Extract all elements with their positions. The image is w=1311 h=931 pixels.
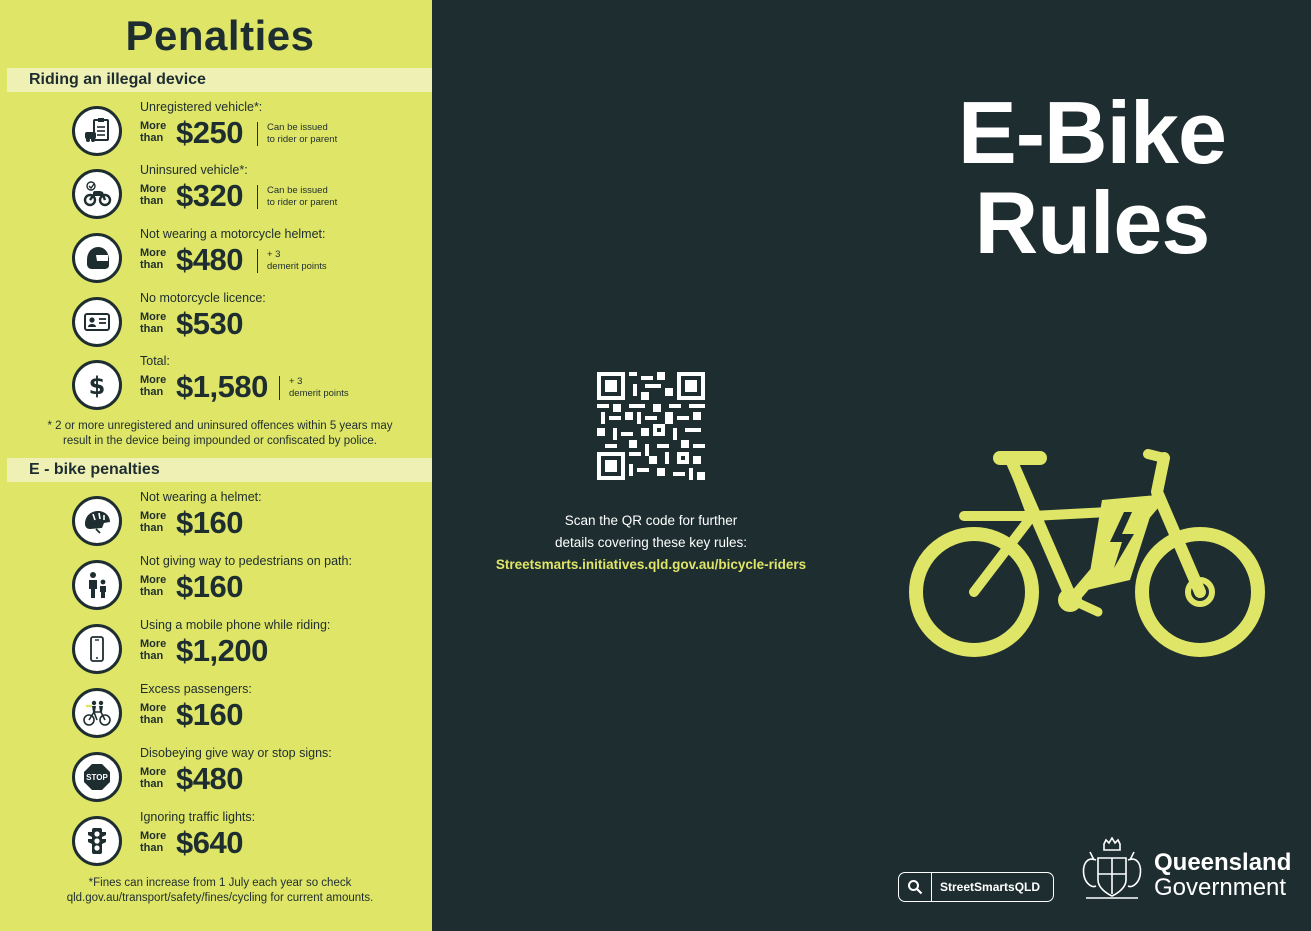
penalty-label: Unregistered vehicle*: [140,100,263,114]
fines-footnote: *Fines can increase from 1 July each year so check qld.gov.au/transport/safety/fines/cycling for current amounts. [66,877,374,904]
more-than: More than [140,702,167,726]
penalty-label: Not giving way to pedestrians on path: [140,554,352,568]
penalty-amount: $1,200 [176,633,268,668]
dollar-icon [72,360,122,410]
streetsmarts-search-tag[interactable] [898,872,1054,902]
queensland-crest-icon [1076,836,1148,904]
penalty-amount: $160 [176,697,243,732]
penalty-row-stop-sign [72,746,427,808]
headline: E-Bike Rules [958,83,1226,272]
penalties-panel [0,0,432,931]
registration-form-icon [72,106,122,156]
penalty-amount: $320 [176,178,243,213]
penalty-row-mobile-phone [72,618,427,680]
section-heading-illegal-device: Riding an illegal device [7,68,432,92]
search-icon [899,873,932,901]
impound-footnote: * 2 or more unregistered and uninsured offences within 5 years may result in the device being impounded or confiscated by police. [47,420,393,447]
penalty-label: No motorcycle licence: [140,291,266,305]
mobile-phone-icon [72,624,122,674]
penalty-label: Not wearing a motorcycle helmet: [140,227,326,241]
demerit-note: + 3 demerit points [279,376,349,400]
penalty-note: Can be issued to rider or parent [257,122,337,146]
svg-text:$: $ [88,372,106,400]
licence-card-icon [72,297,122,347]
penalty-amount: $640 [176,825,243,860]
penalty-label: Ignoring traffic lights: [140,810,256,824]
scan-url-link[interactable]: Streetsmarts.initiatives.qld.gov.au/bicycle-riders [495,557,807,572]
section-heading-ebike-penalties: E - bike penalties [7,458,432,482]
more-than: More than [140,120,167,144]
page-title: Penalties [125,12,315,59]
more-than: More than [140,311,167,335]
penalty-row-helmet [72,490,427,552]
more-than: More than [140,638,167,662]
insured-motorbike-icon [72,169,122,219]
penalty-amount: $480 [176,242,243,277]
penalty-label: Not wearing a helmet: [140,490,262,504]
more-than: More than [140,247,167,271]
more-than: More than [140,574,167,598]
motorcycle-helmet-icon [72,233,122,283]
penalty-label: Disobeying give way or stop signs: [140,746,332,760]
penalty-amount: $530 [176,306,243,341]
penalty-row-passengers [72,682,427,744]
penalty-amount: $480 [176,761,243,796]
queensland-government-logo: Queensland Government [1154,849,1292,901]
more-than: More than [140,830,167,854]
penalty-amount: $160 [176,505,243,540]
pedestrians-icon [72,560,122,610]
more-than: More than [140,510,167,534]
traffic-light-icon [72,816,122,866]
penalty-row-traffic-lights [72,810,427,872]
search-tag-label: StreetSmartsQLD [940,880,1041,894]
svg-text:STOP: STOP [86,773,108,782]
penalty-row-motorcycle-helmet [72,227,427,289]
more-than: More than [140,766,167,790]
penalty-row-uninsured [72,163,427,225]
penalty-label: Using a mobile phone while riding: [140,618,331,632]
penalty-label: Excess passengers: [140,682,252,696]
qr-code-icon[interactable] [597,372,705,480]
scan-instructions: Scan the QR code for further details covering these key rules: Streetsmarts.initiatives.qld.gov.au/bicycle-riders [482,510,820,576]
penalty-label: Uninsured vehicle*: [140,163,248,177]
bicycle-helmet-icon [72,496,122,546]
penalty-label: Total: [140,354,170,368]
penalty-row-pedestrians [72,554,427,616]
penalty-note: Can be issued to rider or parent [257,185,337,209]
more-than: More than [140,183,167,207]
stop-sign-icon [72,752,122,802]
penalty-row-total [72,354,427,416]
more-than: More than [140,374,167,398]
penalty-row-unregistered [72,100,427,162]
penalty-amount: $160 [176,569,243,604]
penalty-amount: $250 [176,115,243,150]
passengers-bike-icon [72,688,122,738]
demerit-note: + 3 demerit points [257,249,327,273]
penalty-amount: $1,580 [176,369,268,404]
e-bike-icon [902,430,1272,670]
rules-panel [432,0,1311,931]
penalty-row-licence [72,291,427,353]
